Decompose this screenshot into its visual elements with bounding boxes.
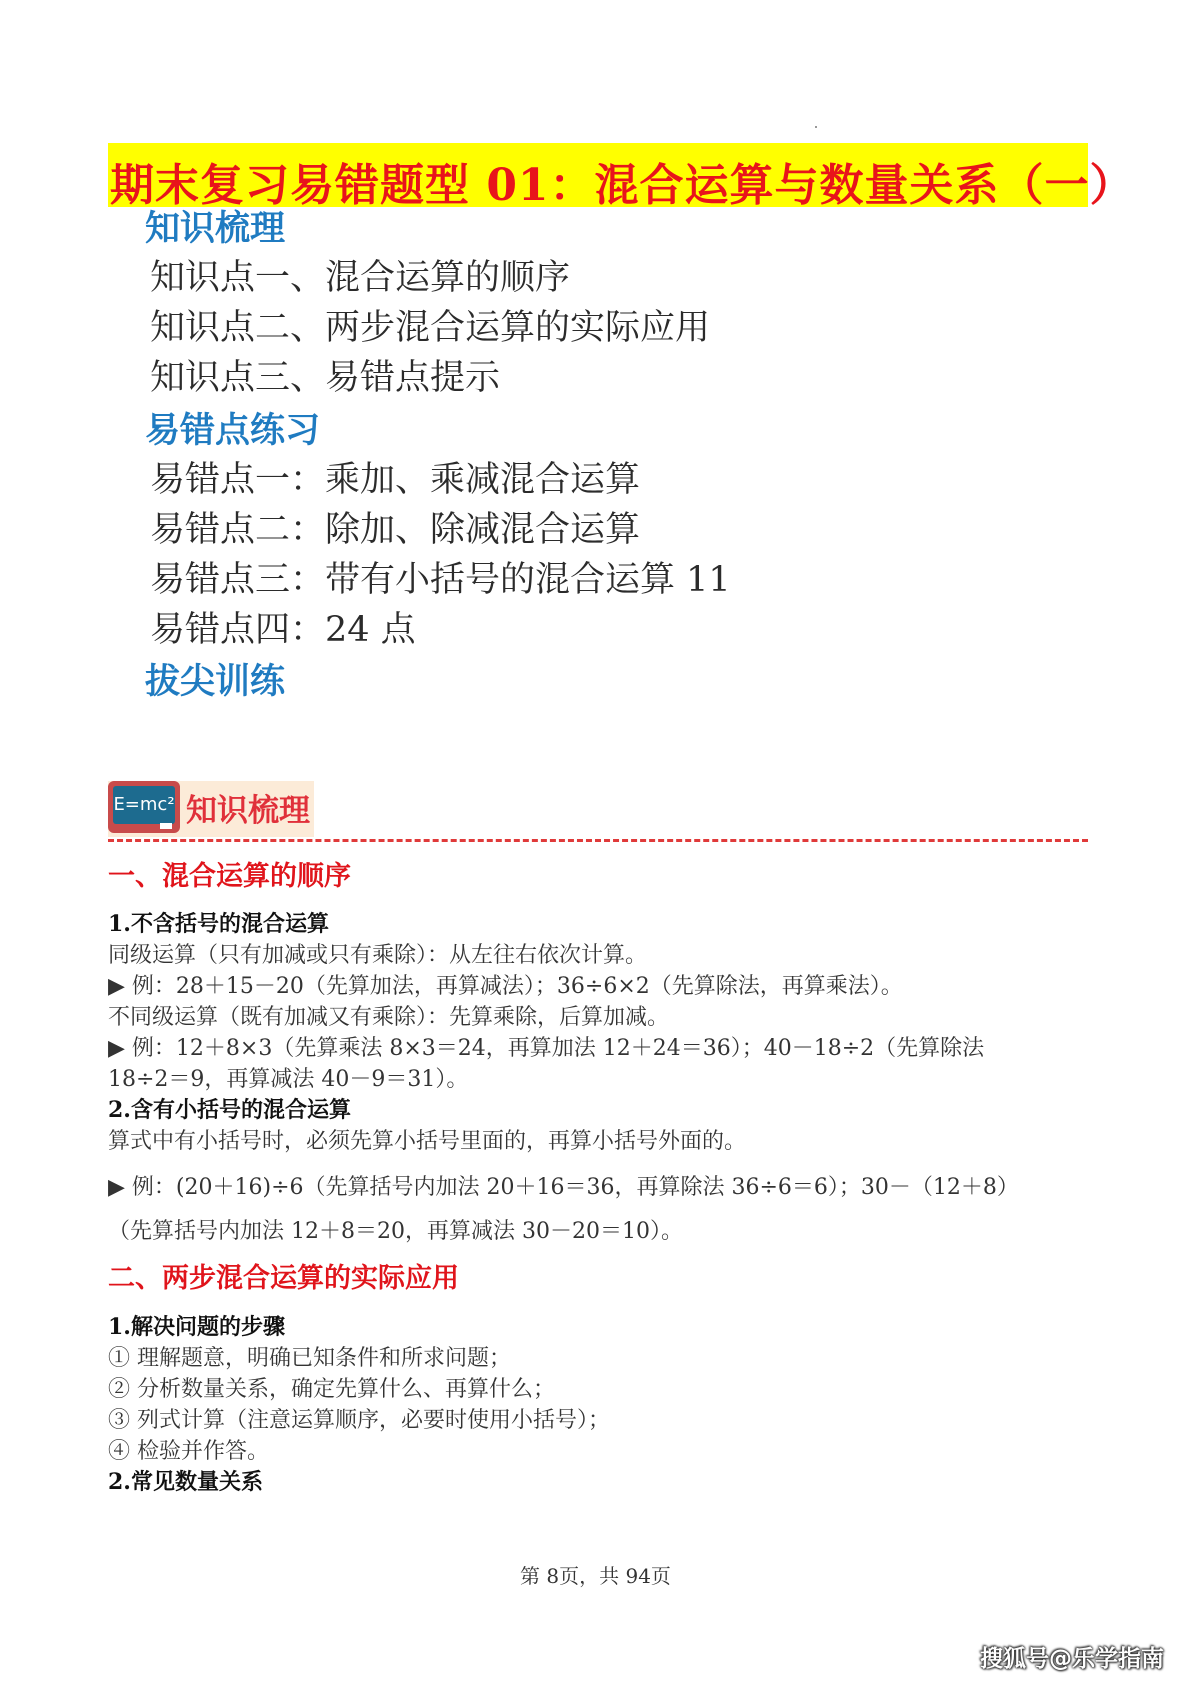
part1-heading: 一、混合运算的顺序 [108,861,351,892]
step-item: ② 分析数量关系，确定先算什么、再算什么； [108,1377,555,1402]
toc-heading-training: 拔尖训练 [145,661,286,702]
step-item: ④ 检验并作答。 [108,1439,269,1464]
toc-item: 知识点二、两步混合运算的实际应用 [150,308,711,348]
part2-sub2: 2.常见数量关系 [108,1469,263,1495]
page-number: 第 8页，共 94页 [520,1564,671,1588]
part1-sub1: 1.不含括号的混合运算 [108,911,329,937]
example-line: ▶ 例：12＋8×3（先算乘法 8×3＝24，再算加法 12＋24＝36）；40－18÷2（先算除法 [108,1036,985,1061]
toc-heading-knowledge: 知识梳理 [145,208,286,249]
paragraph-line: 同级运算（只有加减或只有乘除）：从左往右依次计算。 [108,943,648,968]
toc-item: 易错点一：乘加、乘减混合运算 [150,460,641,500]
toc-item: 知识点三、易错点提示 [150,358,501,398]
blackboard-icon [108,781,180,833]
stray-dot [815,126,817,128]
paragraph-line: 算式中有小括号时，必须先算小括号里面的，再算小括号外面的。 [108,1129,747,1154]
toc-item: 易错点三：带有小括号的混合运算 11 [150,560,731,600]
part2-sub1: 1.解决问题的步骤 [108,1314,285,1340]
section-title: 知识梳理 [186,793,310,829]
example-line: ▶ 例：28＋15－20（先算加法，再算减法）；36÷6×2（先算除法，再算乘法）。 [108,974,903,999]
step-item: ③ 列式计算（注意运算顺序，必要时使用小括号）； [108,1408,610,1433]
toc-item: 易错点四：24 点 [150,610,416,650]
toc-item: 易错点二：除加、除减混合运算 [150,510,641,550]
section-divider [108,839,1088,842]
example-line: （先算括号内加法 12＋8＝20，再算减法 30－20＝10）。 [108,1219,683,1244]
watermark: 搜狐号@乐学指南 [980,1646,1164,1672]
blackboard-icon-text: E=mc² [113,786,175,824]
part2-heading: 二、两步混合运算的实际应用 [108,1263,459,1294]
step-item: ① 理解题意，明确已知条件和所求问题； [108,1346,511,1371]
part1-sub2: 2.含有小括号的混合运算 [108,1097,351,1123]
toc-item: 知识点一、混合运算的顺序 [150,258,571,298]
toc-heading-practice: 易错点练习 [145,410,321,451]
paragraph-line: 不同级运算（既有加减又有乘除）：先算乘除，后算加减。 [108,1005,670,1030]
chalk-icon [160,823,172,829]
example-line: ▶ 例：(20＋16)÷6（先算括号内加法 20＋16＝36，再算除法 36÷6＝6）；30－（12＋8） [108,1175,1019,1200]
page-title: 期末复习易错题型 01：混合运算与数量关系（一） [110,160,1135,211]
example-line: 18÷2＝9，再算减法 40－9＝31）。 [108,1067,469,1092]
